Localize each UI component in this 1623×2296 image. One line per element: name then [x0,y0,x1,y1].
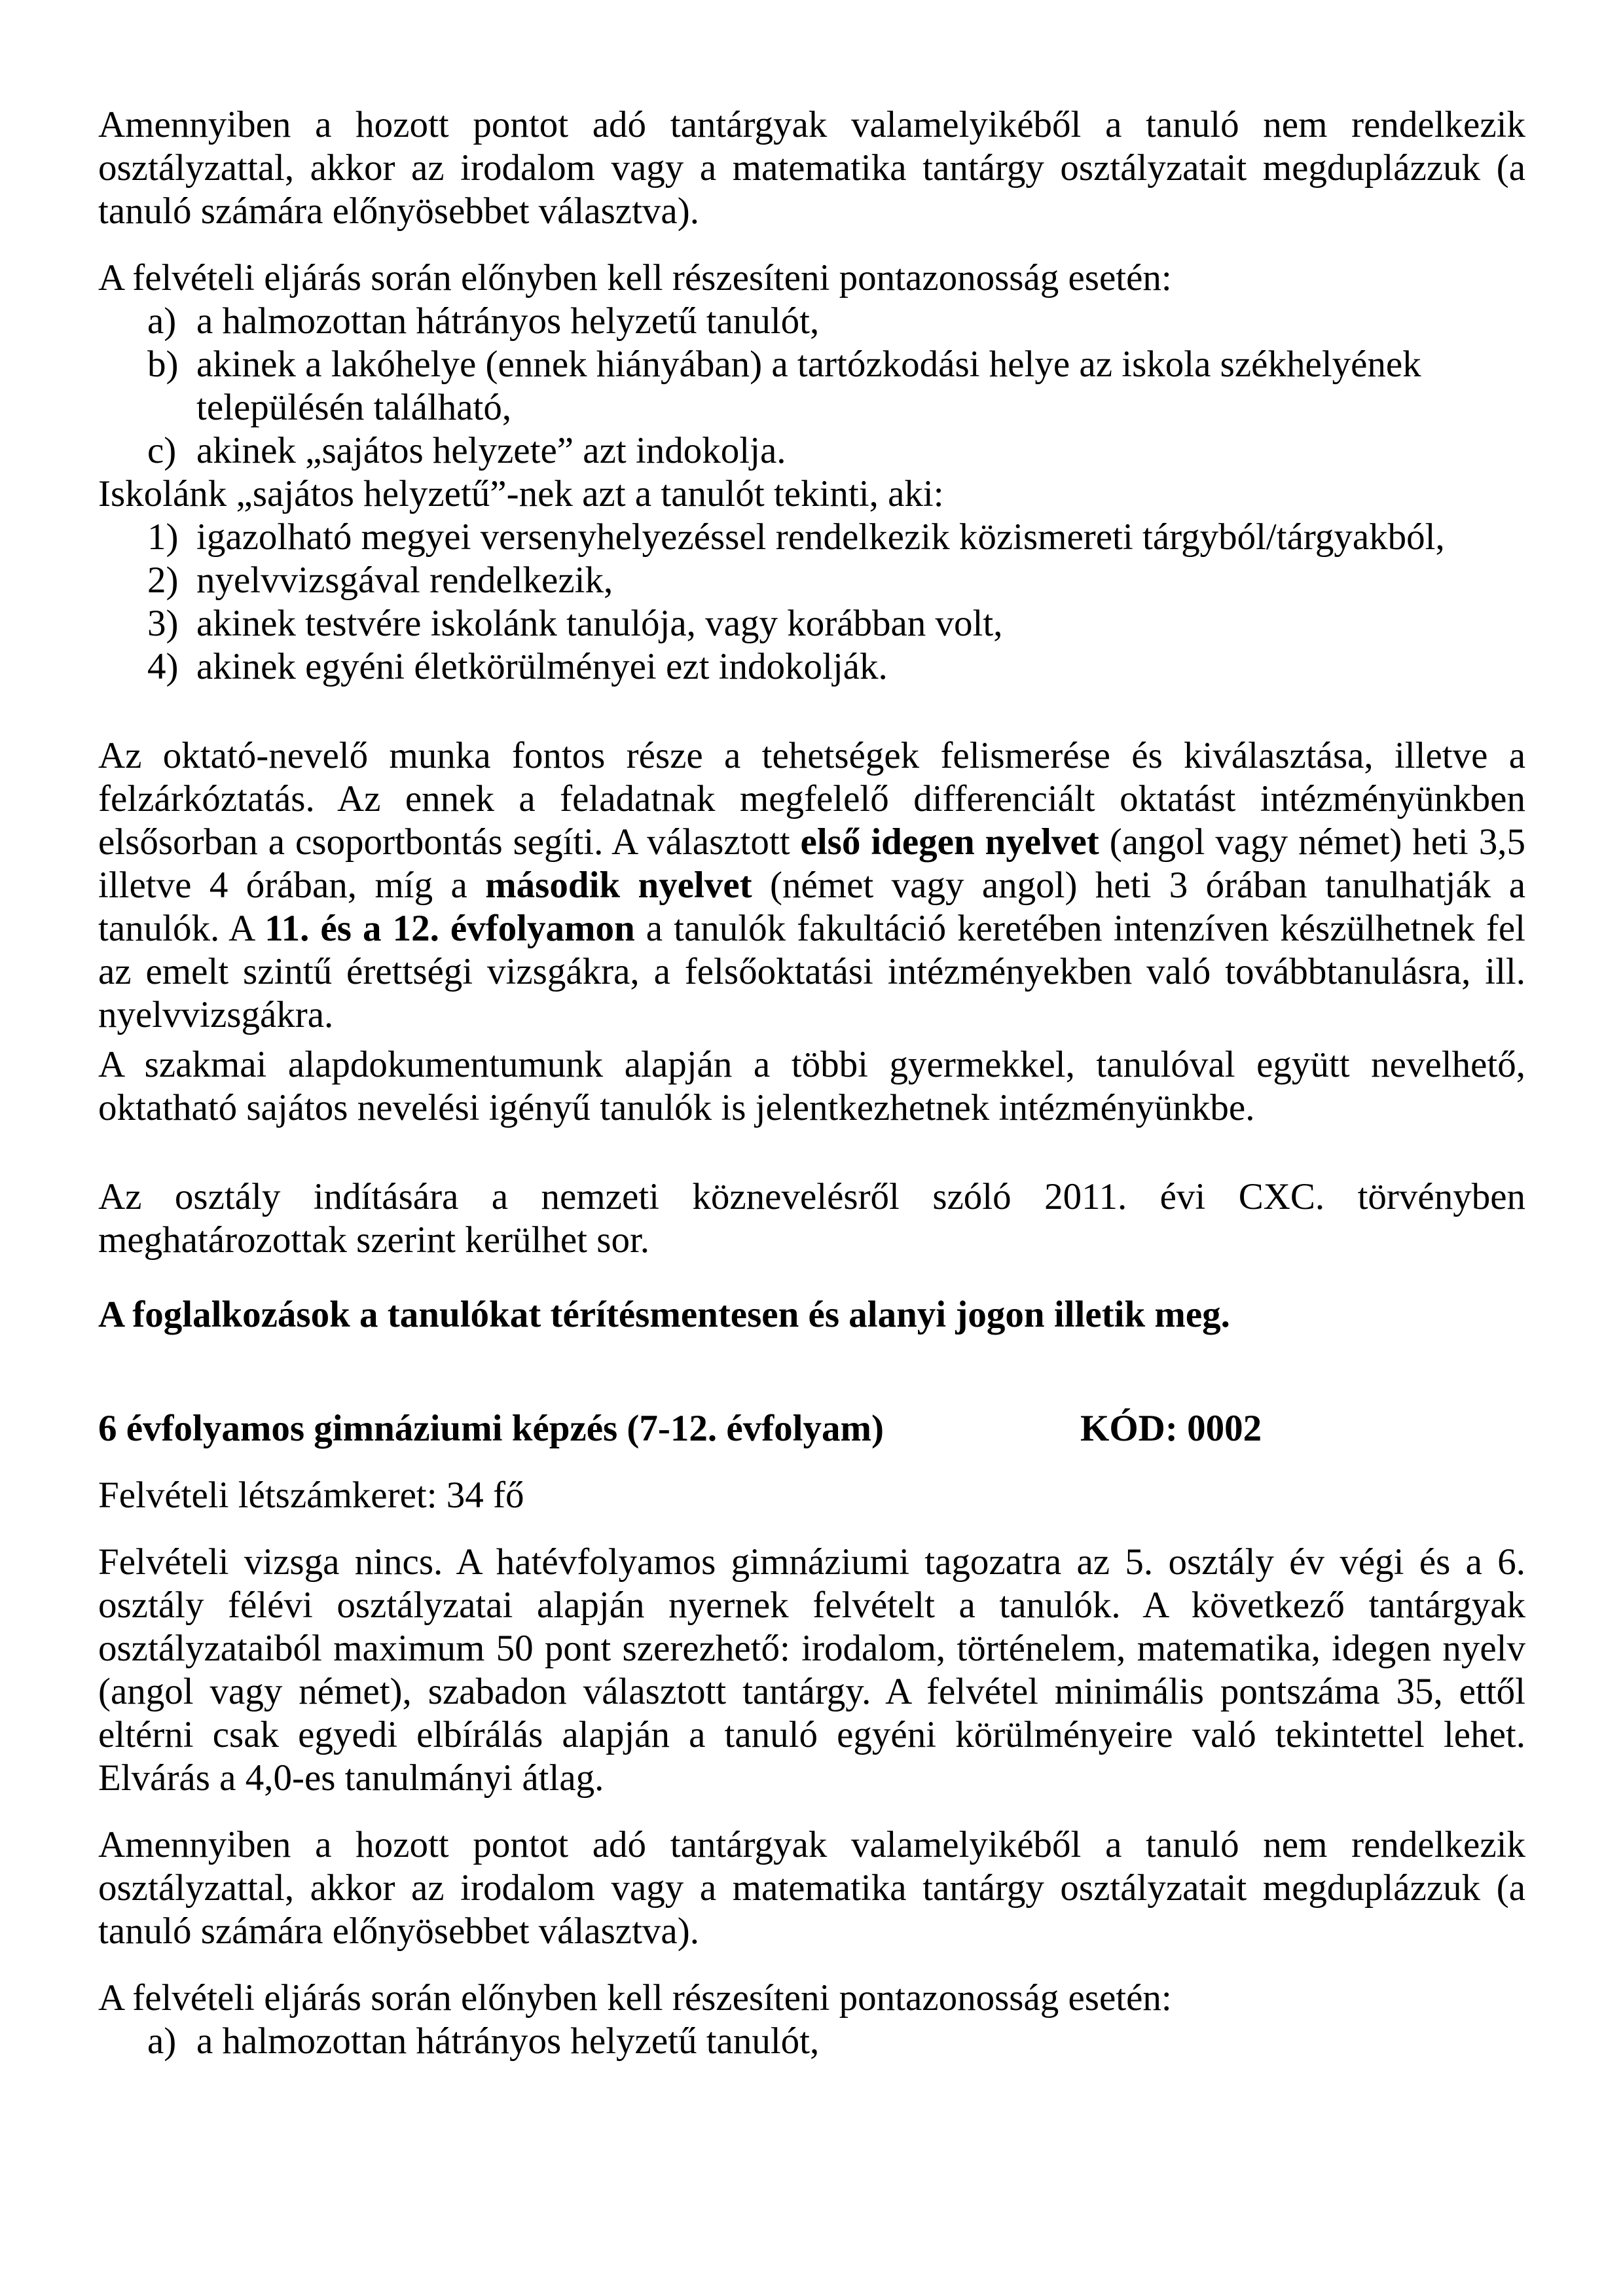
list-marker: c) [147,430,177,471]
text-run: első idegen nyelvet [800,821,1099,863]
list-item-a-2 [98,2020,1525,2063]
list-item-1 [98,516,1525,559]
para-foglalkozasok [98,1293,1525,1336]
list-item-a-1 [98,300,1525,343]
list-marker: 3) [147,603,179,644]
text-run: akinek a lakóhelye (ennek hiányában) a tartózkodási helye az iskola székhelyének településén található, [196,344,1421,428]
text-run: a halmozottan hátrányos helyzetű tanulót, [196,300,820,342]
text-run: A szakmai alapdokumentumunk alapján a többi gyermekkel, tanulóval együtt nevelhető, oktatható sajátos nevelési igényű tanulók is jelentkezhetnek intézményünkbe. [98,1044,1525,1128]
text-run: A felvételi eljárás során előnyben kell részesíteni pontazonosság esetén: [98,257,1172,298]
list-item-c [98,429,1525,473]
list-marker: 1) [147,516,179,558]
list-marker: 2) [147,560,179,601]
section-heading-title: 6 évfolyamos gimnáziumi képzés (7-12. évfolyam) [98,1408,884,1449]
text-run: Iskolánk „sajátos helyzetű”-nek azt a tanulót tekinti, aki: [98,473,944,514]
section-heading-code: KÓD: 0002 [1080,1408,1262,1449]
list-marker: a) [147,2020,177,2062]
text-run: Amennyiben a hozott pontot adó tantárgyak valamelyikéből a tanuló nem rendelkezik osztályzattal, akkor az irodalom vagy a matematika tantárgy osztályzatait megduplázzuk (a tanuló számára előnyösebbet választva). [98,104,1525,232]
list-marker: 4) [147,646,179,687]
text-run: (angol vagy német) heti 3,5 illetve 4 órában, míg a [98,821,1525,906]
list-item-4 [98,645,1525,689]
text-run: 11. és a 12. évfolyamon [264,908,635,949]
list-item-b [98,343,1525,429]
para-amennyiben-2 [98,1823,1525,1953]
para-felveteli-vizsga [98,1541,1525,1800]
para-letszamkeret [98,1474,1525,1517]
para-amennyiben-1 [98,103,1525,233]
document-content [98,103,1525,2063]
para-felveteli-eljaras-2 [98,1977,1525,2020]
text-run: második nyelvet [485,865,752,906]
text-run: Amennyiben a hozott pontot adó tantárgyak valamelyikéből a tanuló nem rendelkezik osztályzattal, akkor az irodalom vagy a matematika tantárgy osztályzatait megduplázzuk (a tanuló számára előnyösebbet választva). [98,1824,1525,1952]
list-marker: a) [147,300,177,342]
text-run: A foglalkozások a tanulókat térítésmentesen és alanyi jogon illetik meg. [98,1294,1230,1335]
list-marker: b) [147,344,179,385]
text-run: Az oktató-nevelő munka fontos része a tehetségek felismerése és kiválasztása, illetve a felzárkóztatás. Az ennek a feladatnak megfelelő differenciált oktatást intézményünkben elsősorban a csoportbontás segíti. A választott [98,735,1525,863]
text-run: Felvételi vizsga nincs. A hatévfolyamos gimnáziumi tagozatra az 5. osztály év végi és a 6. osztály félévi osztályzatai alapján nyernek felvételt a tanulók. A következő tantárgyak osztályzataiból maximum 50 pont szerezhető: irodalom, történelem, matematika, idegen nyelv (angol vagy német), szabadon választott tantárgy. A felvétel minimális pontszáma 35, ettől eltérni csak egyedi elbírálás alapján a tanuló egyéni körülményeire való tekintettel lehet. Elvárás a 4,0-es tanulmányi átlag. [98,1541,1525,1799]
para-oktato-nevelo [98,734,1525,1037]
text-run: A felvételi eljárás során előnyben kell részesíteni pontazonosság esetén: [98,1977,1172,2018]
para-iskolank [98,473,1525,516]
para-szakmai [98,1043,1525,1130]
text-run: Az osztály indítására a nemzeti köznevelésről szóló 2011. évi CXC. törvényben meghatározottak szerint kerülhet sor. [98,1176,1525,1261]
text-run: akinek egyéni életkörülményei ezt indokolják. [196,646,888,687]
section-heading [98,1407,1525,1450]
text-run: igazolható megyei versenyhelyezéssel rendelkezik közismereti tárgyból/tárgyakból, [196,516,1445,558]
text-run: akinek „sajátos helyzete” azt indokolja. [196,430,786,471]
text-run: (német vagy angol) heti 3 órában tanulhatják a tanulók. A [98,865,1526,949]
text-run: nyelvvizsgával rendelkezik, [196,560,613,601]
list-item-3 [98,602,1525,645]
para-felveteli-eljaras-1 [98,257,1525,300]
text-run: a halmozottan hátrányos helyzetű tanulót, [196,2020,820,2062]
text-run: akinek testvére iskolánk tanulója, vagy korábban volt, [196,603,1003,644]
text-run: a tanulók fakultáció keretében intenzíven készülhetnek fel az emelt szintű érettségi vizsgákra, a felsőoktatási intézményekben való továbbtanulásra, ill. nyelvvizsgákra. [98,908,1525,1035]
list-item-2 [98,559,1525,602]
para-osztaly-inditasa [98,1175,1525,1262]
text-run: Felvételi létszámkeret: 34 fő [98,1475,524,1516]
